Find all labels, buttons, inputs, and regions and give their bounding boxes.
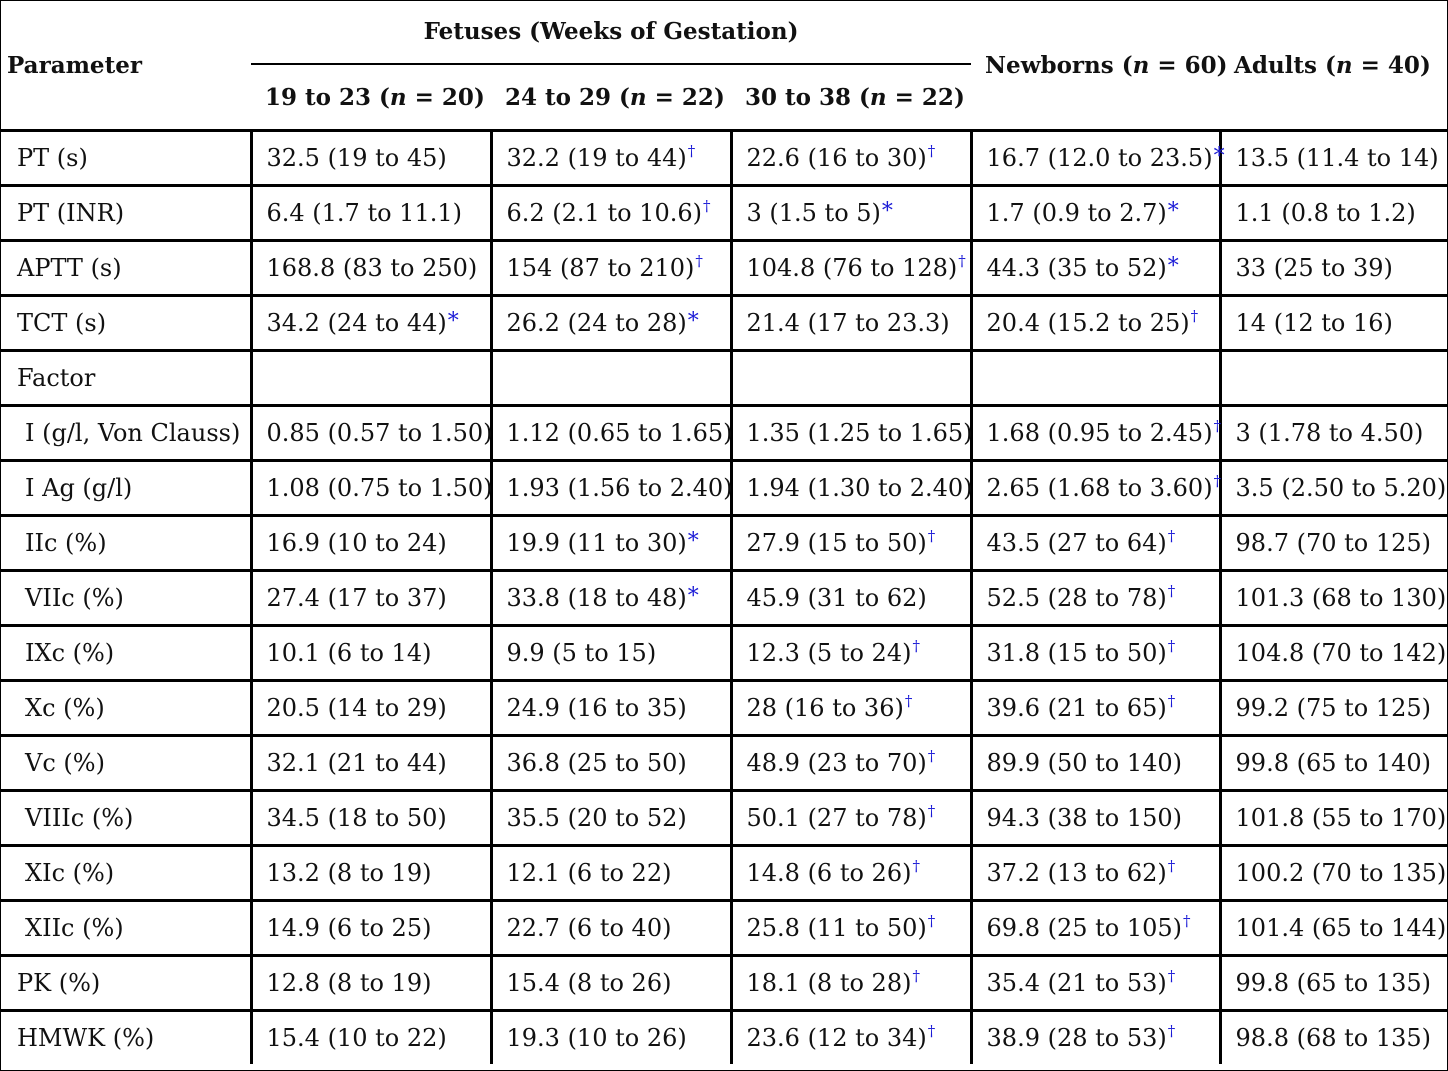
table-row [1, 461, 1447, 516]
value-cell [491, 1011, 731, 1065]
cell-value: 19.9 (11 to 30) [506, 529, 687, 557]
value-cell [1220, 186, 1447, 241]
cell-value: 101.3 (68 to 130) [1235, 584, 1447, 612]
table-row [1, 186, 1447, 241]
cell-value: 99.8 (65 to 135) [1235, 969, 1432, 997]
significance-asterisk: * [687, 529, 699, 554]
parameter-cell: IIc (%) [1, 516, 251, 571]
value-cell [1220, 901, 1447, 956]
cell-value: 39.6 (21 to 65) [986, 694, 1167, 722]
parameter-cell: Vc (%) [1, 736, 251, 791]
value-cell [731, 846, 971, 901]
header-newborns-n-value: = 60 [1157, 51, 1217, 79]
cell-value: 104.8 (70 to 142) [1235, 639, 1447, 667]
cell-value: 1.94 (1.30 to 2.40) [746, 474, 973, 502]
table-row [1, 846, 1447, 901]
cell-value: 25.8 (11 to 50) [746, 914, 927, 942]
header-fetuses-group [251, 1, 971, 65]
cell-value: 94.3 (38 to 150) [986, 804, 1183, 832]
header-fetus-n-value: = 22 [654, 83, 714, 111]
significance-dagger: † [904, 692, 913, 710]
significance-asterisk: * [447, 309, 459, 334]
value-cell [251, 516, 491, 571]
cell-value: 33 (25 to 39) [1235, 254, 1393, 282]
significance-dagger: † [1167, 1022, 1176, 1040]
cell-value: 2.65 (1.68 to 3.60) [986, 474, 1213, 502]
parameter-cell: APTT (s) [1, 241, 251, 296]
header-fetus-range: 30 to 38 [745, 83, 851, 111]
cell-value: 12.1 (6 to 22) [506, 859, 672, 887]
significance-dagger: † [912, 967, 920, 985]
parameter-cell: VIIc (%) [1, 571, 251, 626]
value-cell [971, 626, 1220, 681]
header-fetus-group-2: 24 to 29 (n = 22) [505, 83, 725, 111]
value-cell [251, 791, 491, 846]
cell-value: 24.9 (16 to 35) [506, 694, 687, 722]
significance-dagger: † [1167, 582, 1176, 600]
significance-dagger: † [927, 747, 936, 765]
value-cell [251, 956, 491, 1011]
significance-asterisk: * [881, 199, 893, 224]
value-cell [731, 791, 971, 846]
cell-value: 48.9 (23 to 70) [746, 749, 927, 777]
value-cell [1220, 681, 1447, 736]
cell-value: 37.2 (13 to 62) [986, 859, 1167, 887]
header-adults-n-value: = 40 [1360, 51, 1420, 79]
cell-value: 44.3 (35 to 52) [986, 254, 1167, 282]
parameter-cell: HMWK (%) [1, 1011, 251, 1065]
significance-dagger: † [695, 252, 703, 270]
parameter-cell: Factor [1, 351, 251, 406]
header-fetuses-label: Fetuses (Weeks of Gestation) [251, 1, 971, 65]
cell-value: 1.1 (0.8 to 1.2) [1235, 199, 1416, 227]
value-cell [491, 901, 731, 956]
value-cell [971, 736, 1220, 791]
table-row [1, 901, 1447, 956]
header-parameter: Parameter [7, 51, 142, 79]
value-cell [971, 571, 1220, 626]
value-cell [491, 681, 731, 736]
cell-value: 34.2 (24 to 44) [266, 309, 447, 337]
value-cell [251, 241, 491, 296]
value-cell [971, 956, 1220, 1011]
parameter-cell: PT (INR) [1, 186, 251, 241]
header-newborns-label: Newborns [985, 51, 1114, 79]
cell-value: 35.5 (20 to 52) [506, 804, 687, 832]
cell-value: 26.2 (24 to 28) [506, 309, 687, 337]
parameter-cell: I Ag (g/l) [1, 461, 251, 516]
value-cell [251, 406, 491, 461]
significance-dagger: † [1167, 857, 1176, 875]
cell-value: 1.93 (1.56 to 2.40) [506, 474, 733, 502]
cell-value: 98.8 (68 to 135) [1235, 1024, 1432, 1052]
cell-value: 28 (16 to 36) [746, 694, 904, 722]
significance-dagger: † [927, 142, 936, 160]
significance-dagger: † [702, 197, 711, 215]
significance-dagger: † [927, 802, 936, 820]
value-cell [971, 406, 1220, 461]
value-cell [1220, 571, 1447, 626]
significance-dagger: † [1167, 637, 1176, 655]
cell-value: 35.4 (21 to 53) [986, 969, 1167, 997]
parameter-cell: VIIIc (%) [1, 791, 251, 846]
value-cell [251, 901, 491, 956]
cell-value: 15.4 (8 to 26) [506, 969, 672, 997]
cell-value: 1.7 (0.9 to 2.7) [986, 199, 1167, 227]
value-cell [731, 956, 971, 1011]
cell-value: 89.9 (50 to 140) [986, 749, 1183, 777]
value-cell [971, 131, 1225, 186]
table-row [1, 956, 1447, 1011]
cell-value: 98.7 (70 to 125) [1235, 529, 1432, 557]
value-cell [491, 736, 731, 791]
cell-value: 1.12 (0.65 to 1.65) [506, 419, 733, 447]
value-cell [971, 846, 1220, 901]
cell-value: 22.7 (6 to 40) [506, 914, 672, 942]
header-adults-n: n [1335, 51, 1353, 79]
cell-value: 20.4 (15.2 to 25) [986, 309, 1190, 337]
significance-dagger: † [927, 912, 936, 930]
header-fetus-group-3: 30 to 38 (n = 22) [745, 83, 965, 111]
significance-dagger: † [687, 142, 696, 160]
significance-asterisk: * [1213, 144, 1225, 169]
cell-value: 52.5 (28 to 78) [986, 584, 1167, 612]
value-cell [971, 1011, 1220, 1065]
cell-value: 19.3 (10 to 26) [506, 1024, 687, 1052]
table-header [1, 1, 1447, 131]
cell-value: 32.1 (21 to 44) [266, 749, 447, 777]
value-cell [251, 1011, 491, 1065]
cell-value: 27.4 (17 to 37) [266, 584, 447, 612]
value-cell [1220, 791, 1447, 846]
value-cell [1220, 516, 1447, 571]
table-row [1, 626, 1447, 681]
value-cell [491, 956, 731, 1011]
value-cell [971, 351, 1220, 406]
parameter-cell: TCT (s) [1, 296, 251, 351]
value-cell [971, 901, 1220, 956]
value-cell [251, 846, 491, 901]
header-newborns-n: n [1132, 51, 1150, 79]
header-fetus-range: 19 to 23 [265, 83, 371, 111]
value-cell [731, 516, 971, 571]
cell-value: 14.8 (6 to 26) [746, 859, 912, 887]
cell-value: 99.8 (65 to 140) [1235, 749, 1432, 777]
cell-value: 99.2 (75 to 125) [1235, 694, 1432, 722]
parameter-cell: PT (s) [1, 131, 251, 186]
table-row [1, 241, 1447, 296]
table-row [1, 131, 1447, 186]
cell-value: 154 (87 to 210) [506, 254, 695, 282]
header-adults-label: Adults [1234, 51, 1317, 79]
coagulation-table [1, 1, 1447, 1064]
table-row [1, 351, 1447, 406]
cell-value: 6.2 (2.1 to 10.6) [506, 199, 702, 227]
value-cell [491, 131, 731, 186]
cell-value: 18.1 (8 to 28) [746, 969, 912, 997]
value-cell [251, 626, 491, 681]
cell-value: 1.08 (0.75 to 1.50) [266, 474, 493, 502]
value-cell [491, 461, 731, 516]
cell-value: 38.9 (28 to 53) [986, 1024, 1167, 1052]
cell-value: 31.8 (15 to 50) [986, 639, 1167, 667]
value-cell [731, 626, 971, 681]
cell-value: 21.4 (17 to 23.3) [746, 309, 950, 337]
cell-value: 13.2 (8 to 19) [266, 859, 432, 887]
significance-asterisk: * [687, 309, 699, 334]
cell-value: 32.5 (19 to 45) [266, 144, 447, 172]
value-cell [251, 736, 491, 791]
value-cell [1220, 626, 1447, 681]
significance-dagger: † [958, 252, 966, 270]
cell-value: 33.8 (18 to 48) [506, 584, 687, 612]
cell-value: 168.8 (83 to 250) [266, 254, 478, 282]
significance-dagger: † [1167, 527, 1176, 545]
value-cell [731, 681, 971, 736]
significance-asterisk: * [1167, 254, 1179, 279]
parameter-cell: Xc (%) [1, 681, 251, 736]
header-fetus-range: 24 to 29 [505, 83, 611, 111]
header-fetus-group-1: 19 to 23 (n = 20) [265, 83, 485, 111]
parameter-cell: XIc (%) [1, 846, 251, 901]
value-cell [251, 296, 491, 351]
cell-value: 23.6 (12 to 34) [746, 1024, 927, 1052]
table-row [1, 406, 1447, 461]
significance-dagger: † [1167, 967, 1176, 985]
cell-value: 27.9 (15 to 50) [746, 529, 927, 557]
cell-value: 22.6 (16 to 30) [746, 144, 927, 172]
value-cell [1220, 736, 1447, 791]
value-cell [731, 131, 971, 186]
value-cell [491, 791, 731, 846]
header-fetus-n-value: = 20 [414, 83, 474, 111]
cell-value: 1.68 (0.95 to 2.45) [986, 419, 1213, 447]
table-row [1, 296, 1447, 351]
cell-value: 16.7 (12.0 to 23.5) [986, 144, 1213, 172]
table-row [1, 736, 1447, 791]
cell-value: 3 (1.5 to 5) [746, 199, 881, 227]
cell-value: 0.85 (0.57 to 1.50) [266, 419, 493, 447]
value-cell [731, 736, 971, 791]
cell-value: 10.1 (6 to 14) [266, 639, 432, 667]
value-cell [971, 241, 1220, 296]
significance-asterisk: * [1167, 199, 1179, 224]
significance-dagger: † [1167, 692, 1176, 710]
significance-dagger: † [1213, 417, 1222, 435]
value-cell [1220, 131, 1447, 186]
cell-value: 9.9 (5 to 15) [506, 639, 657, 667]
parameter-cell: PK (%) [1, 956, 251, 1011]
table-row [1, 1011, 1447, 1065]
value-cell [731, 571, 971, 626]
value-cell [1220, 846, 1447, 901]
header-fetus-n: n [869, 83, 887, 111]
cell-value: 14 (12 to 16) [1235, 309, 1393, 337]
cell-value: 101.4 (65 to 144) [1235, 914, 1447, 942]
significance-asterisk: * [687, 584, 699, 609]
header-fetus-n: n [629, 83, 647, 111]
significance-dagger: † [927, 527, 936, 545]
significance-dagger: † [927, 1022, 936, 1040]
cell-value: 32.2 (19 to 44) [506, 144, 687, 172]
value-cell [491, 241, 731, 296]
cell-value: 16.9 (10 to 24) [266, 529, 447, 557]
value-cell [971, 186, 1220, 241]
value-cell [731, 186, 971, 241]
cell-value: 13.5 (11.4 to 14) [1235, 144, 1439, 172]
value-cell [491, 571, 731, 626]
cell-value: 50.1 (27 to 78) [746, 804, 927, 832]
value-cell [1220, 241, 1447, 296]
significance-dagger: † [1213, 472, 1222, 490]
significance-dagger: † [912, 857, 920, 875]
cell-value: 15.4 (10 to 22) [266, 1024, 447, 1052]
significance-dagger: † [912, 637, 920, 655]
cell-value: 34.5 (18 to 50) [266, 804, 447, 832]
value-cell [251, 461, 491, 516]
header-fetus-n: n [389, 83, 407, 111]
cell-value: 3.5 (2.50 to 5.20) [1235, 474, 1447, 502]
cell-value: 6.4 (1.7 to 11.1) [266, 199, 462, 227]
parameter-cell: I (g/l, Von Clauss) [1, 406, 251, 461]
cell-value: 104.8 (76 to 128) [746, 254, 958, 282]
value-cell [731, 461, 971, 516]
parameter-cell: XIIc (%) [1, 901, 251, 956]
value-cell [251, 571, 491, 626]
cell-value: 14.9 (6 to 25) [266, 914, 432, 942]
table-body [1, 131, 1447, 1065]
value-cell [971, 516, 1220, 571]
cell-value: 20.5 (14 to 29) [266, 694, 447, 722]
value-cell [1220, 461, 1447, 516]
cell-value: 12.3 (5 to 24) [746, 639, 912, 667]
value-cell [731, 351, 971, 406]
value-cell [731, 241, 971, 296]
value-cell [971, 791, 1220, 846]
cell-value: 36.8 (25 to 50) [506, 749, 687, 777]
table-row [1, 516, 1447, 571]
table-row [1, 791, 1447, 846]
value-cell [731, 901, 971, 956]
value-cell [491, 406, 731, 461]
value-cell [251, 186, 491, 241]
value-cell [1220, 1011, 1447, 1065]
table-row [1, 571, 1447, 626]
cell-value: 12.8 (8 to 19) [266, 969, 432, 997]
value-cell [251, 131, 491, 186]
value-cell [491, 186, 731, 241]
value-cell [491, 846, 731, 901]
header-adults: Adults (n = 40) [1234, 51, 1431, 79]
value-cell [1220, 296, 1447, 351]
value-cell [971, 296, 1220, 351]
header-newborns: Newborns (n = 60) [985, 51, 1228, 79]
cell-value: 100.2 (70 to 135) [1235, 859, 1447, 887]
cell-value: 101.8 (55 to 170) [1235, 804, 1447, 832]
cell-value: 3 (1.78 to 4.50) [1235, 419, 1424, 447]
value-cell [731, 406, 971, 461]
value-cell [491, 516, 731, 571]
value-cell [731, 296, 971, 351]
value-cell [1220, 956, 1447, 1011]
value-cell [491, 351, 731, 406]
value-cell [1220, 406, 1447, 461]
table-row [1, 681, 1447, 736]
value-cell [491, 626, 731, 681]
parameter-cell: IXc (%) [1, 626, 251, 681]
value-cell [251, 351, 491, 406]
value-cell [491, 296, 731, 351]
value-cell [971, 461, 1220, 516]
value-cell [731, 1011, 971, 1065]
header-fetus-n-value: = 22 [894, 83, 954, 111]
cell-value: 45.9 (31 to 62) [746, 584, 927, 612]
value-cell [971, 681, 1220, 736]
value-cell [251, 681, 491, 736]
cell-value: 43.5 (27 to 64) [986, 529, 1167, 557]
value-cell [1220, 351, 1447, 406]
significance-dagger: † [1190, 307, 1199, 325]
cell-value: 1.35 (1.25 to 1.65) [746, 419, 973, 447]
significance-dagger: † [1183, 912, 1191, 930]
cell-value: 69.8 (25 to 105) [986, 914, 1183, 942]
